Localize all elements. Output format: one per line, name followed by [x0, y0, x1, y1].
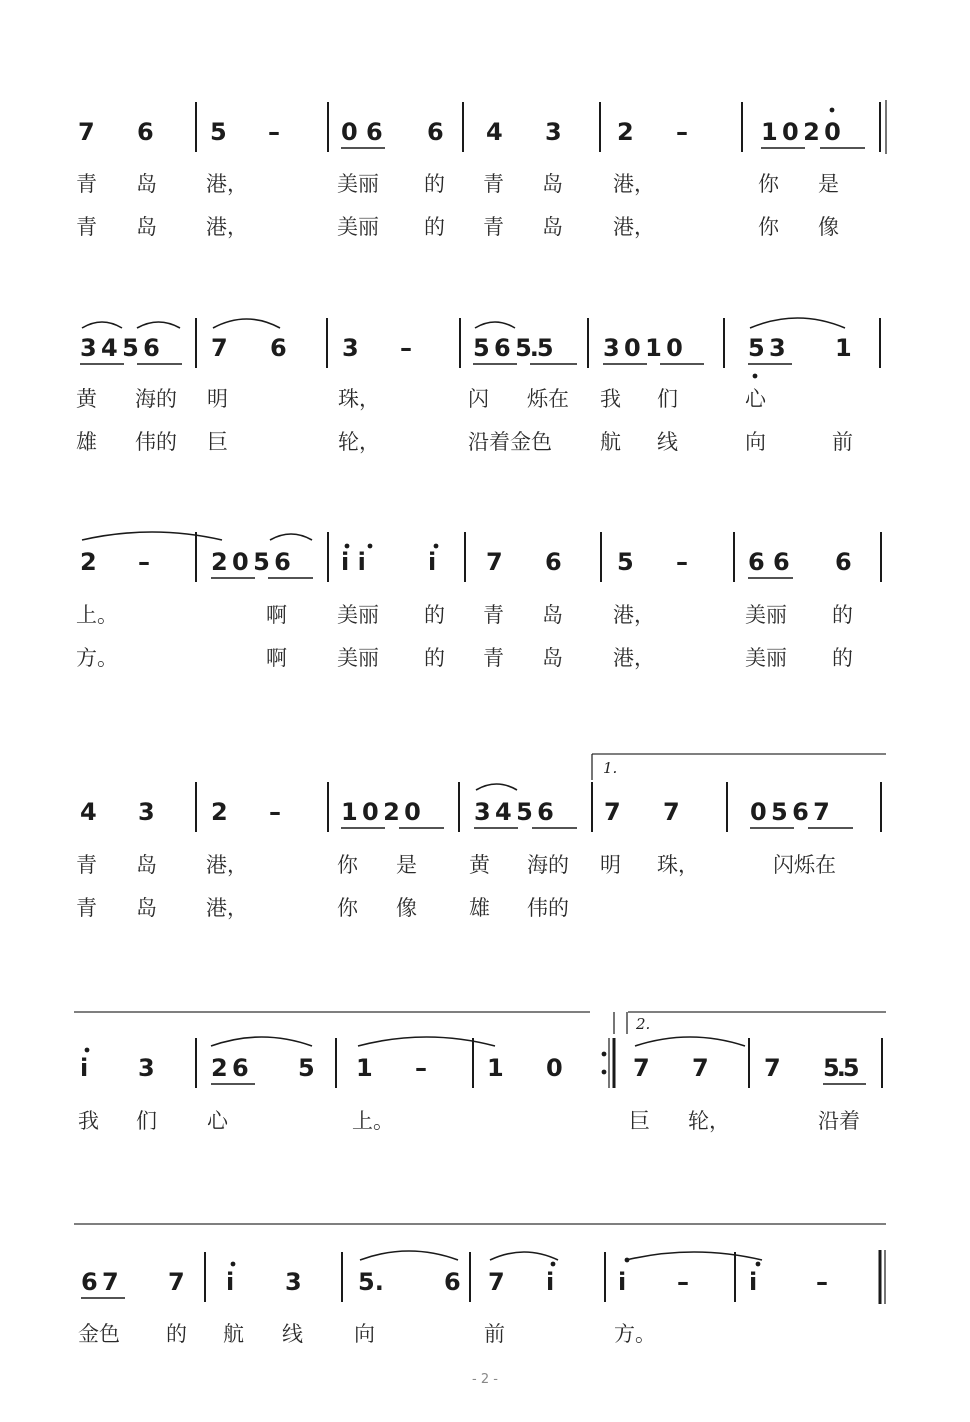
note: i [749, 1268, 758, 1296]
note: – [816, 1268, 828, 1296]
lyric: 你 [337, 896, 358, 920]
lyric: 线 [282, 1322, 303, 1346]
lyric: 美丽 [745, 603, 787, 627]
lyric: 前 [832, 430, 853, 454]
note: 1 [835, 334, 852, 362]
lyric: 青 [483, 646, 504, 670]
dot [602, 1052, 607, 1057]
lyric: 伟的 [527, 896, 569, 920]
dot [756, 1262, 761, 1267]
lyric: 珠， [338, 387, 380, 411]
lyric: 岛 [136, 215, 157, 239]
lyric: 黄 [76, 387, 97, 411]
note: 6 [137, 118, 154, 146]
lyric: 伟的 [135, 430, 177, 454]
note: 1 [487, 1054, 504, 1082]
lyric: 上。 [76, 603, 118, 627]
lyric: 航 [600, 430, 621, 454]
lyric: 青 [76, 172, 97, 196]
lyric: 岛 [136, 172, 157, 196]
note: 7 [78, 118, 95, 146]
lyric: 像 [818, 215, 839, 239]
note: – [676, 118, 688, 146]
lyric: 啊 [266, 603, 287, 627]
slur [358, 1037, 495, 1046]
lyric: 港， [206, 896, 248, 920]
lyric: 闪 [468, 387, 489, 411]
note: 4 [80, 798, 97, 826]
lyric: 的 [424, 646, 445, 670]
slur [82, 532, 222, 540]
lyric: 港， [613, 215, 655, 239]
note-group: 3 0 1 0 [603, 334, 681, 362]
note: 3 [342, 334, 359, 362]
lyric: 青 [483, 603, 504, 627]
lyric: 岛 [136, 853, 157, 877]
lyric: 方。 [76, 646, 118, 670]
note: 7 [764, 1054, 781, 1082]
lyric: 上。 [352, 1109, 394, 1133]
lyric: 沿着 [818, 1109, 860, 1133]
dot [231, 1262, 236, 1267]
slur [82, 322, 122, 328]
lyric: 岛 [542, 646, 563, 670]
note: 7 [488, 1268, 505, 1296]
note-group: 1 0 2 0 [761, 118, 839, 146]
lyric: 向 [354, 1322, 375, 1346]
page-number: - 2 - [472, 1372, 498, 1387]
slur [475, 322, 515, 328]
lyric: 像 [396, 896, 417, 920]
slur [626, 1252, 762, 1260]
dot [551, 1262, 556, 1267]
lyric: 青 [76, 896, 97, 920]
lyric: 心 [745, 387, 766, 411]
slur [137, 322, 180, 328]
dot [830, 108, 835, 113]
note: 3 [138, 798, 155, 826]
dot [368, 544, 373, 549]
lyric: 前 [484, 1322, 505, 1346]
lyric: 巨 [629, 1109, 650, 1133]
dot [625, 1258, 630, 1263]
lyric: 青 [76, 853, 97, 877]
note: – [400, 334, 412, 362]
note: – [269, 798, 281, 826]
lyric: 港， [613, 603, 655, 627]
lyric: 是 [396, 853, 417, 877]
slur [360, 1251, 458, 1260]
lyric: 的 [424, 215, 445, 239]
note-group: 2 6 [211, 1054, 247, 1082]
lyric: 海的 [527, 853, 569, 877]
lyric: 珠， [657, 853, 699, 877]
lyric: 的 [424, 172, 445, 196]
note: 2 [617, 118, 634, 146]
note: i i [341, 548, 366, 576]
note: 7 [604, 798, 621, 826]
lyric: 们 [657, 387, 678, 411]
note: 2 [80, 548, 97, 576]
lyric: 港， [206, 215, 248, 239]
lyric: 我 [78, 1109, 99, 1133]
note-group: 3 4 5 6 [80, 334, 158, 362]
note: 0 6 [341, 118, 383, 146]
slur [270, 534, 312, 540]
lyric: 烁在 [527, 387, 569, 411]
lyric: 的 [424, 603, 445, 627]
note: i [428, 548, 437, 576]
lyric: 岛 [542, 215, 563, 239]
note: 5 [210, 118, 227, 146]
note: 6 [835, 548, 852, 576]
lyric: 美丽 [337, 646, 379, 670]
note-group: 6 7 [81, 1268, 117, 1296]
note: 5 [617, 548, 634, 576]
lyric: 岛 [542, 603, 563, 627]
slur [490, 1252, 558, 1260]
lyric: 你 [337, 853, 358, 877]
note: – [138, 548, 150, 576]
note: 6 [545, 548, 562, 576]
lyric: 岛 [136, 896, 157, 920]
lyric: 雄 [469, 896, 490, 920]
note: – [415, 1054, 427, 1082]
note: – [677, 1268, 689, 1296]
note: 7 [692, 1054, 709, 1082]
note: – [676, 548, 688, 576]
lyric: 美丽 [337, 172, 379, 196]
lyric: 港， [613, 172, 655, 196]
note-group: 1 0 2 0 [341, 798, 419, 826]
lyric: 青 [483, 172, 504, 196]
note: – [268, 118, 280, 146]
lyric: 的 [832, 603, 853, 627]
lyric: 明 [600, 853, 621, 877]
note: i [618, 1268, 627, 1296]
lyric: 港， [206, 853, 248, 877]
slur [211, 1037, 312, 1046]
note: 4 [486, 118, 503, 146]
note: i [226, 1268, 235, 1296]
lyric: 航 [223, 1322, 244, 1346]
lyric: 是 [818, 172, 839, 196]
lyric: 们 [136, 1109, 157, 1133]
slur [213, 319, 280, 328]
lyric: 的 [166, 1322, 187, 1346]
note: 1 [356, 1054, 373, 1082]
note: i [80, 1054, 89, 1082]
lyric: 海的 [135, 387, 177, 411]
lyric: 线 [657, 430, 678, 454]
note-group: 6 6 [748, 548, 790, 576]
lyric: 啊 [266, 646, 287, 670]
slur [750, 318, 845, 328]
lyric: 你 [758, 215, 779, 239]
note: 3 [545, 118, 562, 146]
first-ending-label: 1. [603, 759, 618, 777]
lyric: 心 [207, 1109, 228, 1133]
lyric: 黄 [469, 853, 490, 877]
note: 2 [211, 798, 228, 826]
lyric: 美丽 [337, 603, 379, 627]
note: 7 [168, 1268, 185, 1296]
note: 6 [427, 118, 444, 146]
note: i [546, 1268, 555, 1296]
note: 5. [358, 1268, 384, 1296]
note-group: 5.5 [823, 1054, 857, 1082]
lyric: 雄 [76, 430, 97, 454]
note: 5 [298, 1054, 315, 1082]
note-group: 5 6 5.5 [473, 334, 552, 362]
dot [753, 374, 758, 379]
lyric: 向 [745, 430, 766, 454]
slur [476, 784, 517, 790]
second-ending-label: 2. [636, 1015, 651, 1033]
note: 0 [546, 1054, 563, 1082]
lyric: 港， [613, 646, 655, 670]
lyric: 闪烁在 [773, 853, 836, 877]
lyric: 金色 [78, 1322, 120, 1346]
note-group: 2 0 5 6 [211, 548, 289, 576]
lyric: 轮， [688, 1109, 730, 1133]
lyric: 美丽 [745, 646, 787, 670]
lyric: 沿着金色 [468, 430, 552, 454]
lyric: 你 [758, 172, 779, 196]
lyric: 的 [832, 646, 853, 670]
note: 3 [285, 1268, 302, 1296]
lyric: 轮， [338, 430, 380, 454]
lyric: 方。 [614, 1322, 656, 1346]
note: 7 [211, 334, 228, 362]
note-group: 0 5 6 7 [750, 798, 828, 826]
lyric: 岛 [542, 172, 563, 196]
lyric: 巨 [207, 430, 228, 454]
lyric: 青 [76, 215, 97, 239]
note: 3 [138, 1054, 155, 1082]
lyric: 我 [600, 387, 621, 411]
lyric: 港， [206, 172, 248, 196]
note: 7 [486, 548, 503, 576]
slur [635, 1037, 745, 1046]
note: 6 [270, 334, 287, 362]
note: 6 [444, 1268, 461, 1296]
lyric: 青 [483, 215, 504, 239]
note-group: 5 3 [748, 334, 784, 362]
note-group: 3 4 5 6 [474, 798, 552, 826]
dot [602, 1070, 607, 1075]
lyric: 明 [207, 387, 228, 411]
note: 7 [663, 798, 680, 826]
lyric: 美丽 [337, 215, 379, 239]
dot [85, 1048, 90, 1053]
note: 7 [633, 1054, 650, 1082]
